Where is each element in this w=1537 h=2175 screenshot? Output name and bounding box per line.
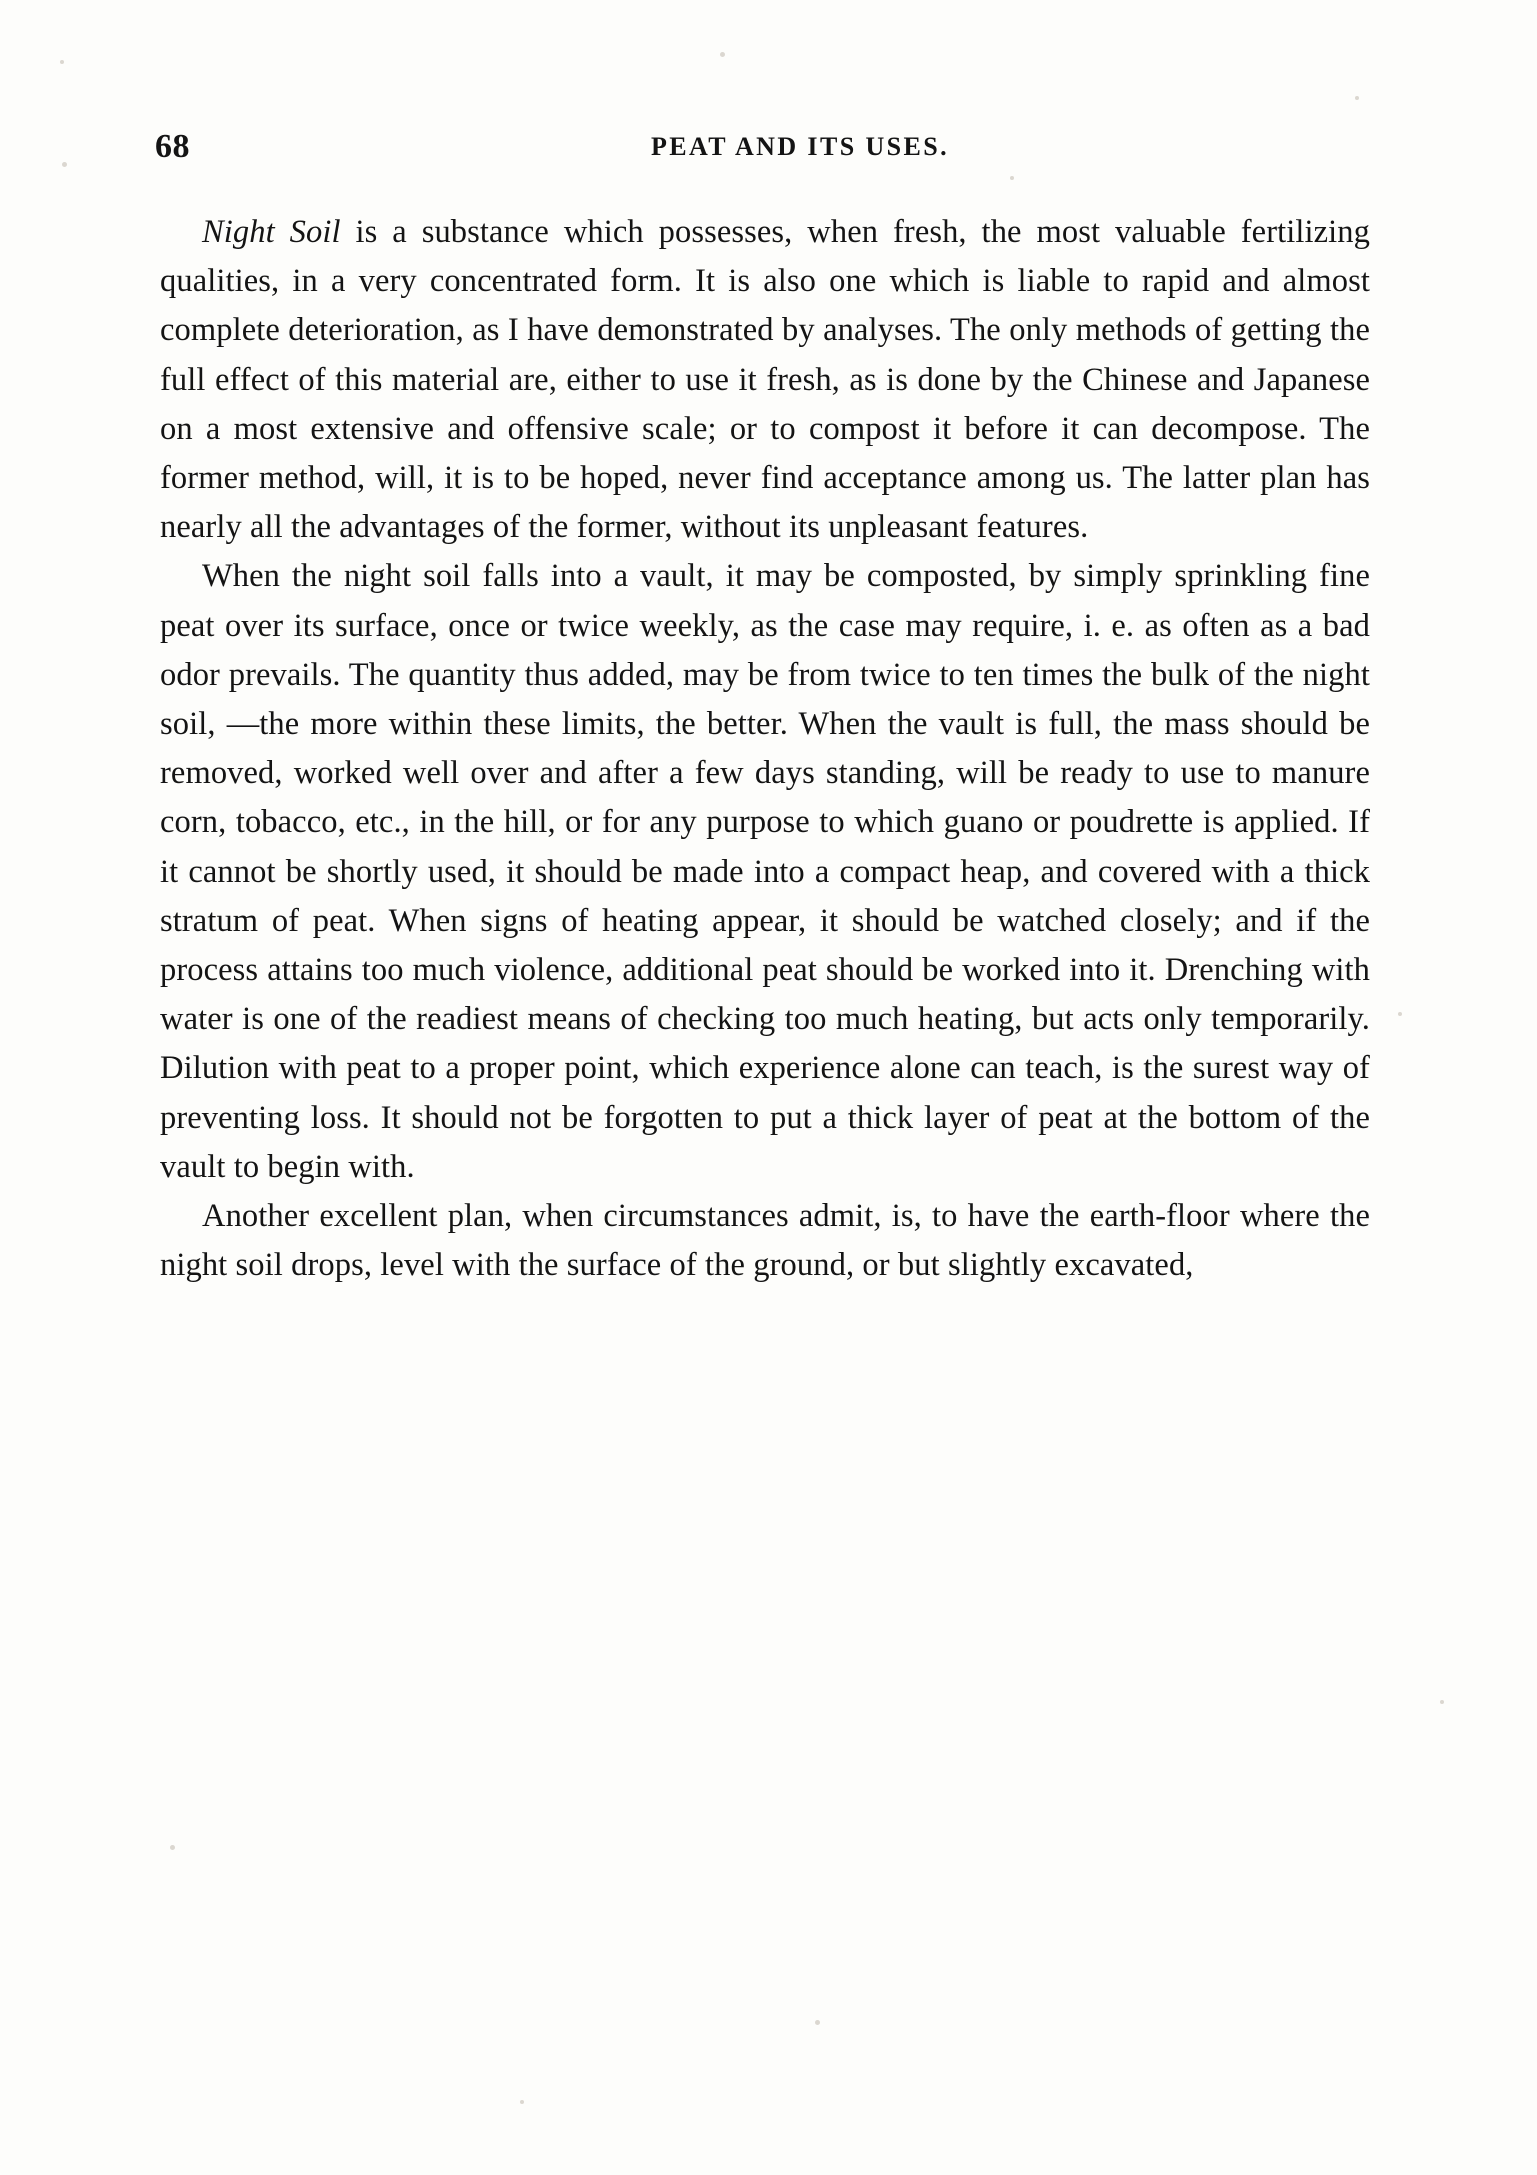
running-head: PEAT AND ITS USES.	[651, 132, 949, 161]
paper-speck	[1398, 1012, 1402, 1016]
paper-speck	[815, 2020, 820, 2025]
paragraph-lead-italic: Night Soil	[202, 214, 341, 250]
paper-speck	[1355, 96, 1359, 100]
page-header	[155, 128, 1385, 168]
page-number: 68	[155, 128, 190, 165]
paper-speck	[720, 52, 725, 57]
paragraph-vault	[160, 552, 1370, 1192]
paper-speck	[520, 2100, 524, 2104]
paragraph-night-soil	[160, 208, 1370, 552]
paper-speck	[60, 60, 64, 64]
page-body	[160, 208, 1370, 1290]
paragraph-text: Another excellent plan, when circumstances admit, is, to have the earth-floor where the night soil drops, level with the surface of the ground, or but slightly excavated,	[160, 1198, 1370, 1284]
paragraph-text: is a substance which possesses, when fresh, the most valuable fertilizing qualities, in a very concentrated form. It is also one which is liable to rapid and almost complete deterioration, as I have demonstrated by analyses. The only methods of getting the full effect of this material are, either to use it fresh, as is done by the Chinese and Japanese on a most extensive and offensive scale; or to compost it before it can decompose. The former method, will, it is to be hoped, never find acceptance among us. The latter plan has nearly all the advantages of the former, without its unpleasant features.	[160, 214, 1370, 546]
paper-speck	[1010, 176, 1014, 180]
paper-speck	[62, 162, 67, 167]
paragraph-text: When the night soil falls into a vault, it may be composted, by simply sprinkling fine peat over its surface, once or twice weekly, as the case may require, i. e. as often as a bad odor prevails. The quantity thus added, may be from twice to ten times the bulk of the night soil, —the more within these limits, the better. When the vault is full, the mass should be removed, worked well over and after a few days standing, will be ready to use to manure corn, tobacco, etc., in the hill, or for any purpose to which guano or poudrette is applied. If it cannot be shortly used, it should be made into a compact heap, and covered with a thick stratum of peat. When signs of heating appear, it should be watched closely; and if the process attains too much violence, additional peat should be worked into it. Drenching with water is one of the readiest means of checking too much heating, but acts only temporarily. Dilution with peat to a proper point, which experience alone can teach, is the surest way of preventing loss. It should not be forgotten to put a thick layer of peat at the bottom of the vault to begin with.	[160, 558, 1370, 1185]
paper-speck	[1440, 1700, 1444, 1704]
paragraph-earth-floor	[160, 1192, 1370, 1290]
paper-speck	[170, 1845, 175, 1850]
